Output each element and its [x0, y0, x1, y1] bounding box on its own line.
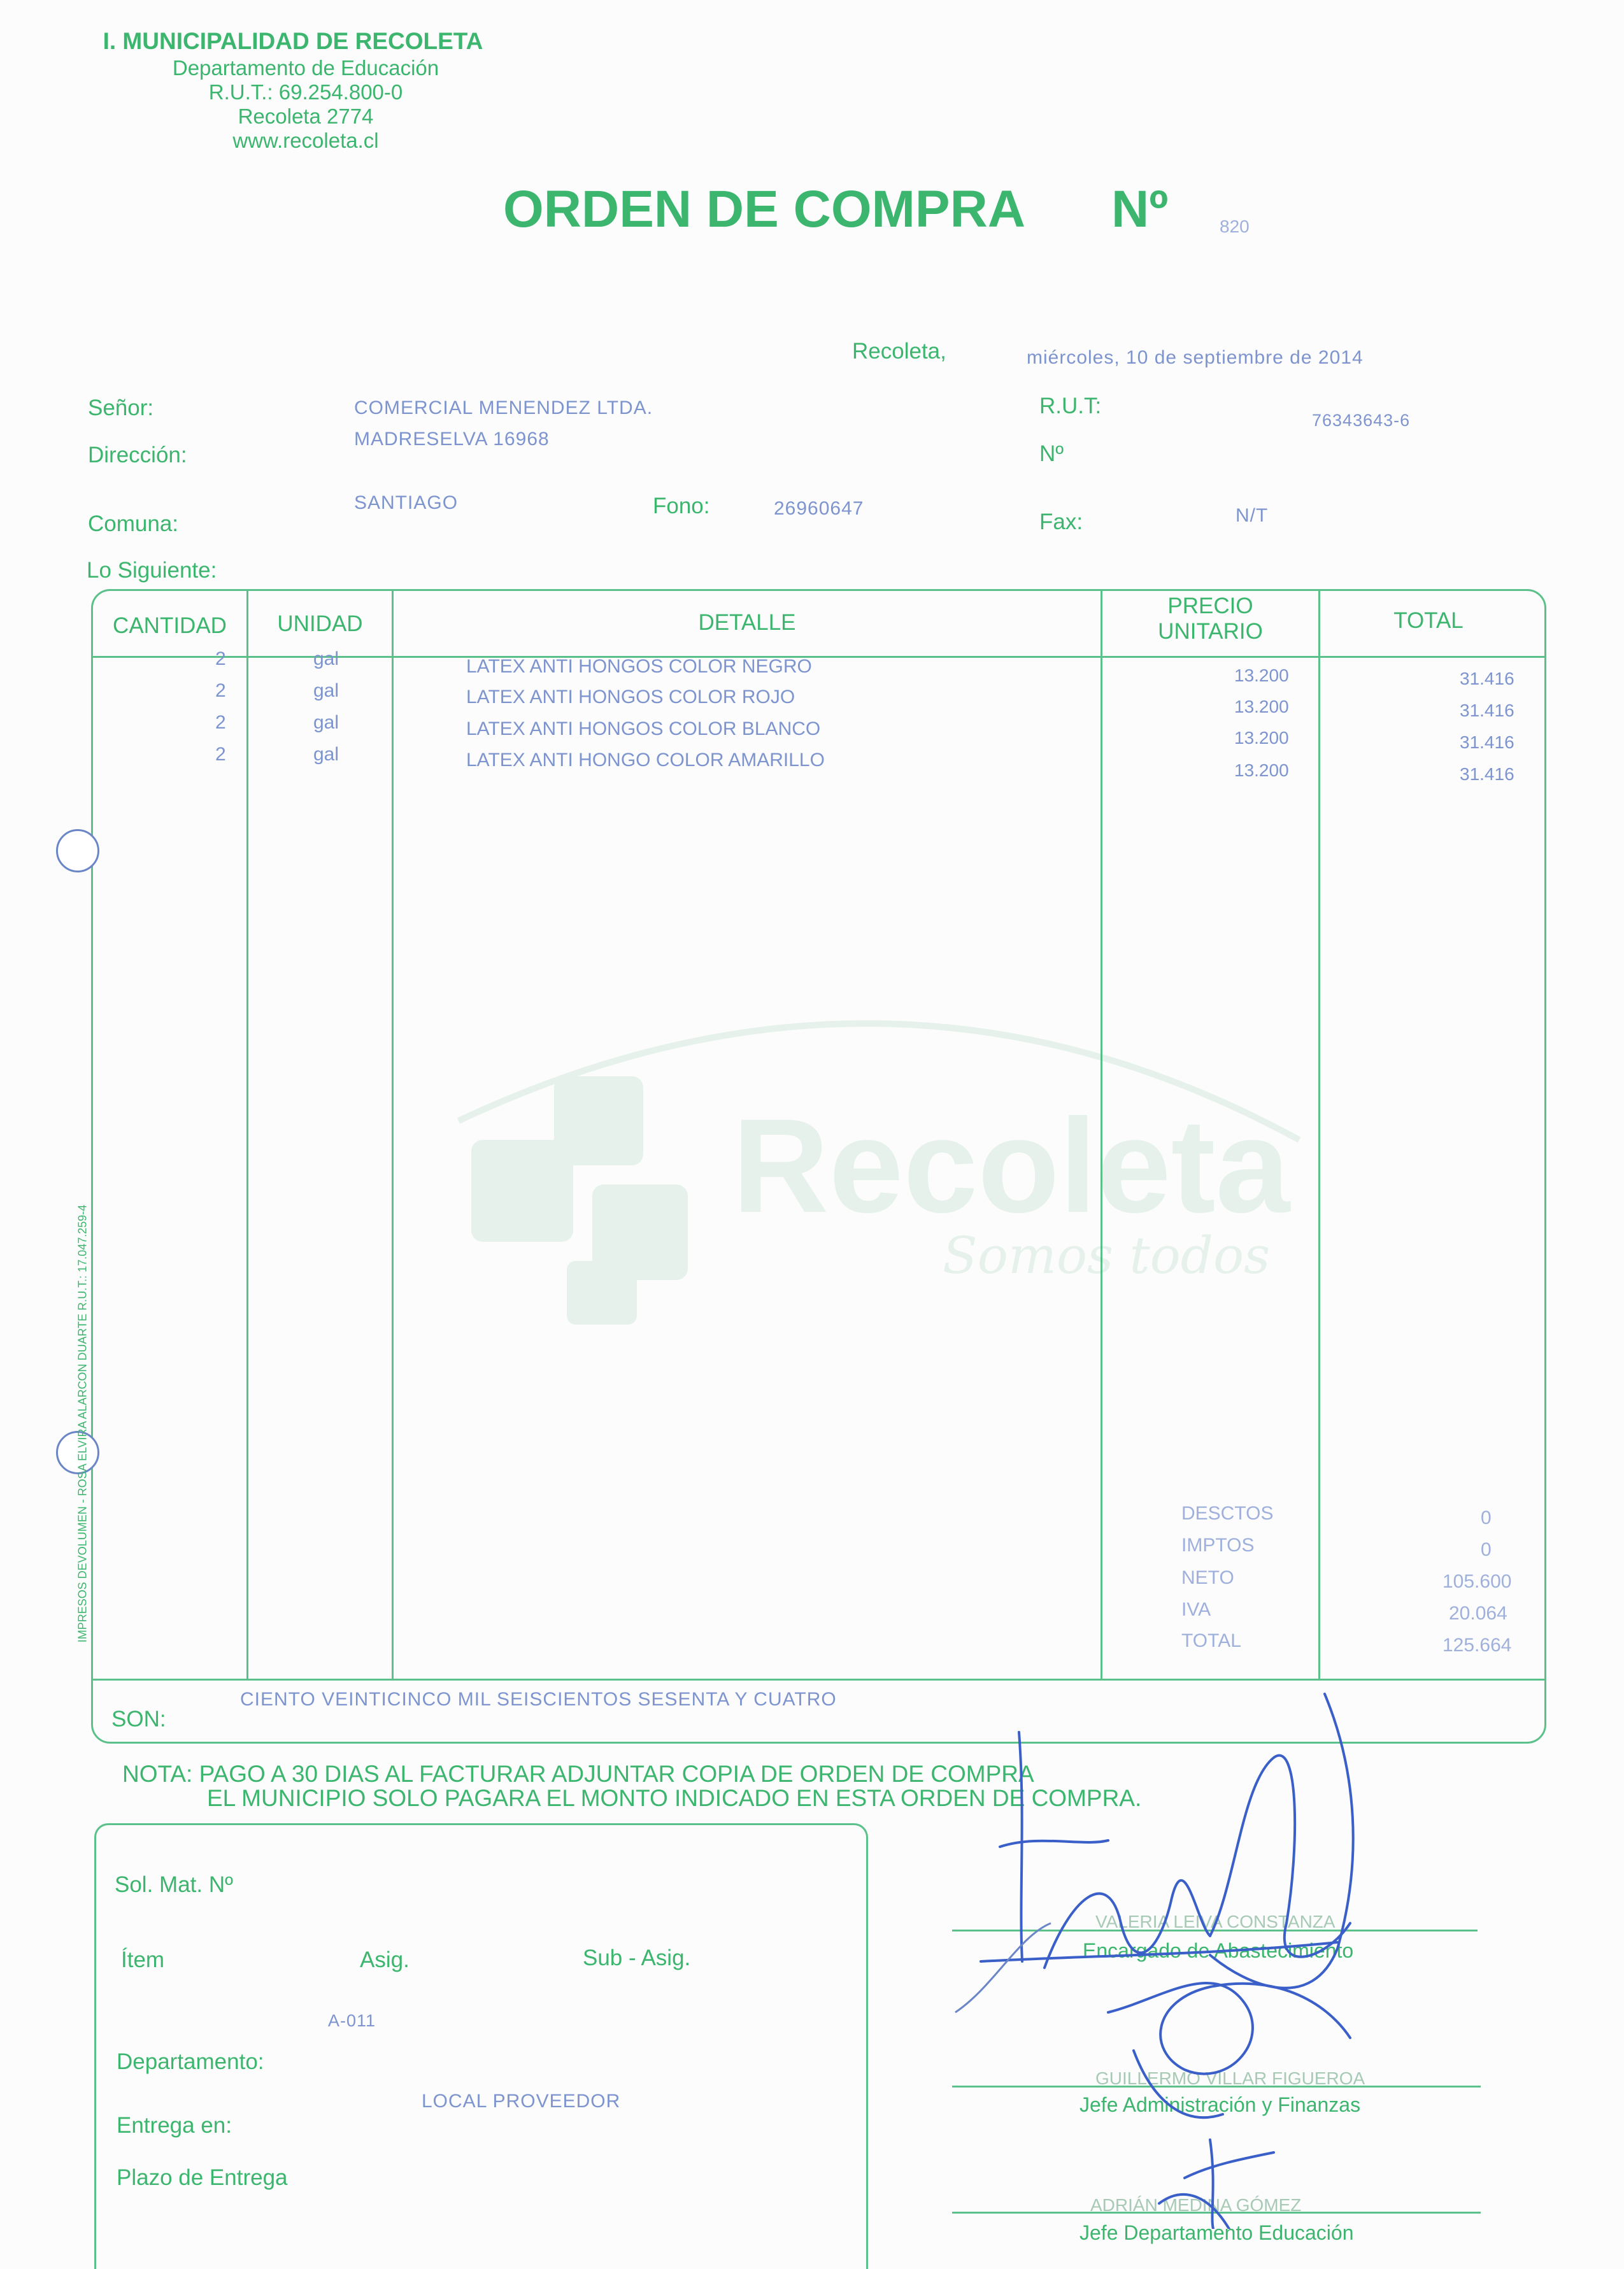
item-label: Ítem: [121, 1947, 165, 1972]
row-total: 31.416: [1460, 764, 1514, 784]
summary-label-neto: NETO: [1181, 1567, 1234, 1588]
row-detalle: LATEX ANTI HONGOS COLOR BLANCO: [466, 718, 821, 739]
fax-value: N/T: [1236, 505, 1269, 526]
signer-role-3: Jefe Departamento Educación: [1079, 2221, 1354, 2244]
binder-hole: [56, 829, 99, 872]
nota-line1: NOTA: PAGO A 30 DIAS AL FACTURAR ADJUNTAR COPIA DE ORDEN DE COMPRA: [122, 1761, 1034, 1787]
date-value: miércoles, 10 de septiembre de 2014: [1027, 347, 1364, 368]
row-precio: 13.200: [1234, 728, 1289, 748]
summary-label-desctos: DESCTOS: [1181, 1503, 1274, 1524]
row-precio: 13.200: [1234, 760, 1289, 780]
departamento-label: Departamento:: [117, 2049, 264, 2074]
entrega-value: LOCAL PROVEEDOR: [422, 2091, 621, 2112]
recoleta-watermark: [408, 993, 1337, 1325]
order-number-value: 820: [1220, 217, 1250, 236]
summary-value-imptos: 0: [1481, 1539, 1492, 1560]
signer-role-1: Encargado de Abastecimiento: [1083, 1939, 1354, 1962]
comuna-value: SANTIAGO: [354, 492, 459, 513]
sol-mat-label: Sol. Mat. Nº: [115, 1872, 233, 1897]
row-unidad: gal: [313, 648, 339, 669]
row-cantidad: 2: [215, 712, 226, 733]
institution-address: Recoleta 2774: [238, 104, 374, 128]
entrega-en-label: Entrega en:: [117, 2113, 232, 2138]
watermark-slogan: Somos todos: [943, 1226, 1271, 1285]
row-precio: 13.200: [1234, 665, 1289, 685]
summary-label-iva: IVA: [1181, 1599, 1211, 1620]
row-unidad: gal: [313, 712, 339, 733]
handwritten-signature-icon: [943, 1656, 1427, 2229]
header-cantidad: CANTIDAD: [113, 613, 227, 638]
col-divider-1: [246, 589, 248, 1680]
signer-role-2: Jefe Administración y Finanzas: [1079, 2093, 1361, 2116]
fono-value: 26960647: [774, 498, 864, 519]
row-total: 31.416: [1460, 669, 1514, 688]
son-label: SON:: [111, 1707, 166, 1732]
direccion-value: MADRESELVA 16968: [354, 429, 550, 450]
header-precio-line2: UNITARIO: [1158, 619, 1263, 644]
row-total: 31.416: [1460, 701, 1514, 720]
senor-value: COMERCIAL MENENDEZ LTDA.: [354, 397, 653, 418]
institution-name: I. MUNICIPALIDAD DE RECOLETA: [103, 28, 483, 54]
row-total: 31.416: [1460, 732, 1514, 752]
fono-label: Fono:: [653, 494, 710, 518]
institution-website: www.recoleta.cl: [232, 129, 379, 152]
table-header-divider: [91, 656, 1546, 658]
son-value: CIENTO VEINTICINCO MIL SEISCIENTOS SESENTA Y CUATRO: [240, 1689, 837, 1710]
department-name: Departamento de Educación: [172, 56, 439, 80]
col-divider-2: [392, 589, 394, 1680]
printer-side-text: IMPRESOS DEVOLUMEN - ROSA ELVIRA ALARCON DUARTE R.U.T.: 17.047.259-4: [76, 1204, 89, 1643]
place-label: Recoleta,: [852, 339, 946, 364]
summary-value-total: 125.664: [1442, 1635, 1512, 1656]
header-precio: [1102, 594, 1318, 644]
summary-value-neto: 105.600: [1442, 1571, 1512, 1592]
row-cantidad: 2: [215, 648, 226, 669]
rut-label: R.U.T:: [1039, 394, 1102, 418]
header-unidad: UNIDAD: [277, 611, 363, 636]
fax-label: Fax:: [1039, 509, 1083, 534]
asig-value: A-011: [328, 2011, 376, 2030]
document-title: ORDEN DE COMPRA: [503, 180, 1026, 238]
row-unidad: gal: [313, 680, 339, 701]
sub-asig-label: Sub - Asig.: [583, 1945, 691, 1970]
summary-label-total: TOTAL: [1181, 1630, 1241, 1651]
nota-line2: EL MUNICIPIO SOLO PAGARA EL MONTO INDICADO EN ESTA ORDEN DE COMPRA.: [207, 1785, 1142, 1811]
row-cantidad: 2: [215, 680, 226, 701]
row-cantidad: 2: [215, 744, 226, 765]
institution-rut: R.U.T.: 69.254.800-0: [208, 80, 403, 104]
summary-value-desctos: 0: [1481, 1507, 1492, 1528]
row-unidad: gal: [313, 744, 339, 765]
row-precio: 13.200: [1234, 697, 1289, 716]
signer-name-2: GUILLERMO VILLAR FIGUEROA: [1095, 2068, 1365, 2088]
header-total: TOTAL: [1393, 608, 1464, 633]
rut-value: 76343643-6: [1312, 411, 1411, 430]
summary-value-iva: 20.064: [1449, 1603, 1507, 1624]
signer-name-3: ADRIÁN MEDINA GÓMEZ: [1090, 2195, 1302, 2215]
watermark-name: Recoleta: [732, 1091, 1290, 1241]
header-precio-line1: PRECIO: [1167, 594, 1253, 618]
row-detalle: LATEX ANTI HONGOS COLOR NEGRO: [466, 656, 812, 677]
institution-header: [89, 28, 497, 153]
order-number-label: Nº: [1111, 180, 1169, 238]
summary-label-imptos: IMPTOS: [1181, 1535, 1255, 1556]
asig-label: Asig.: [360, 1947, 410, 1972]
lo-siguiente-label: Lo Siguiente:: [87, 558, 217, 583]
row-detalle: LATEX ANTI HONGOS COLOR ROJO: [466, 686, 795, 708]
row-detalle: LATEX ANTI HONGO COLOR AMARILLO: [466, 750, 825, 771]
plazo-label: Plazo de Entrega: [117, 2165, 288, 2190]
number-label: Nº: [1039, 441, 1064, 466]
header-detalle: DETALLE: [698, 610, 796, 635]
direccion-label: Dirección:: [88, 443, 187, 467]
signer-name-1: VALERIA LEIVA CONSTANZA: [1095, 1912, 1336, 1931]
comuna-label: Comuna:: [88, 511, 179, 536]
senor-label: Señor:: [88, 395, 154, 420]
